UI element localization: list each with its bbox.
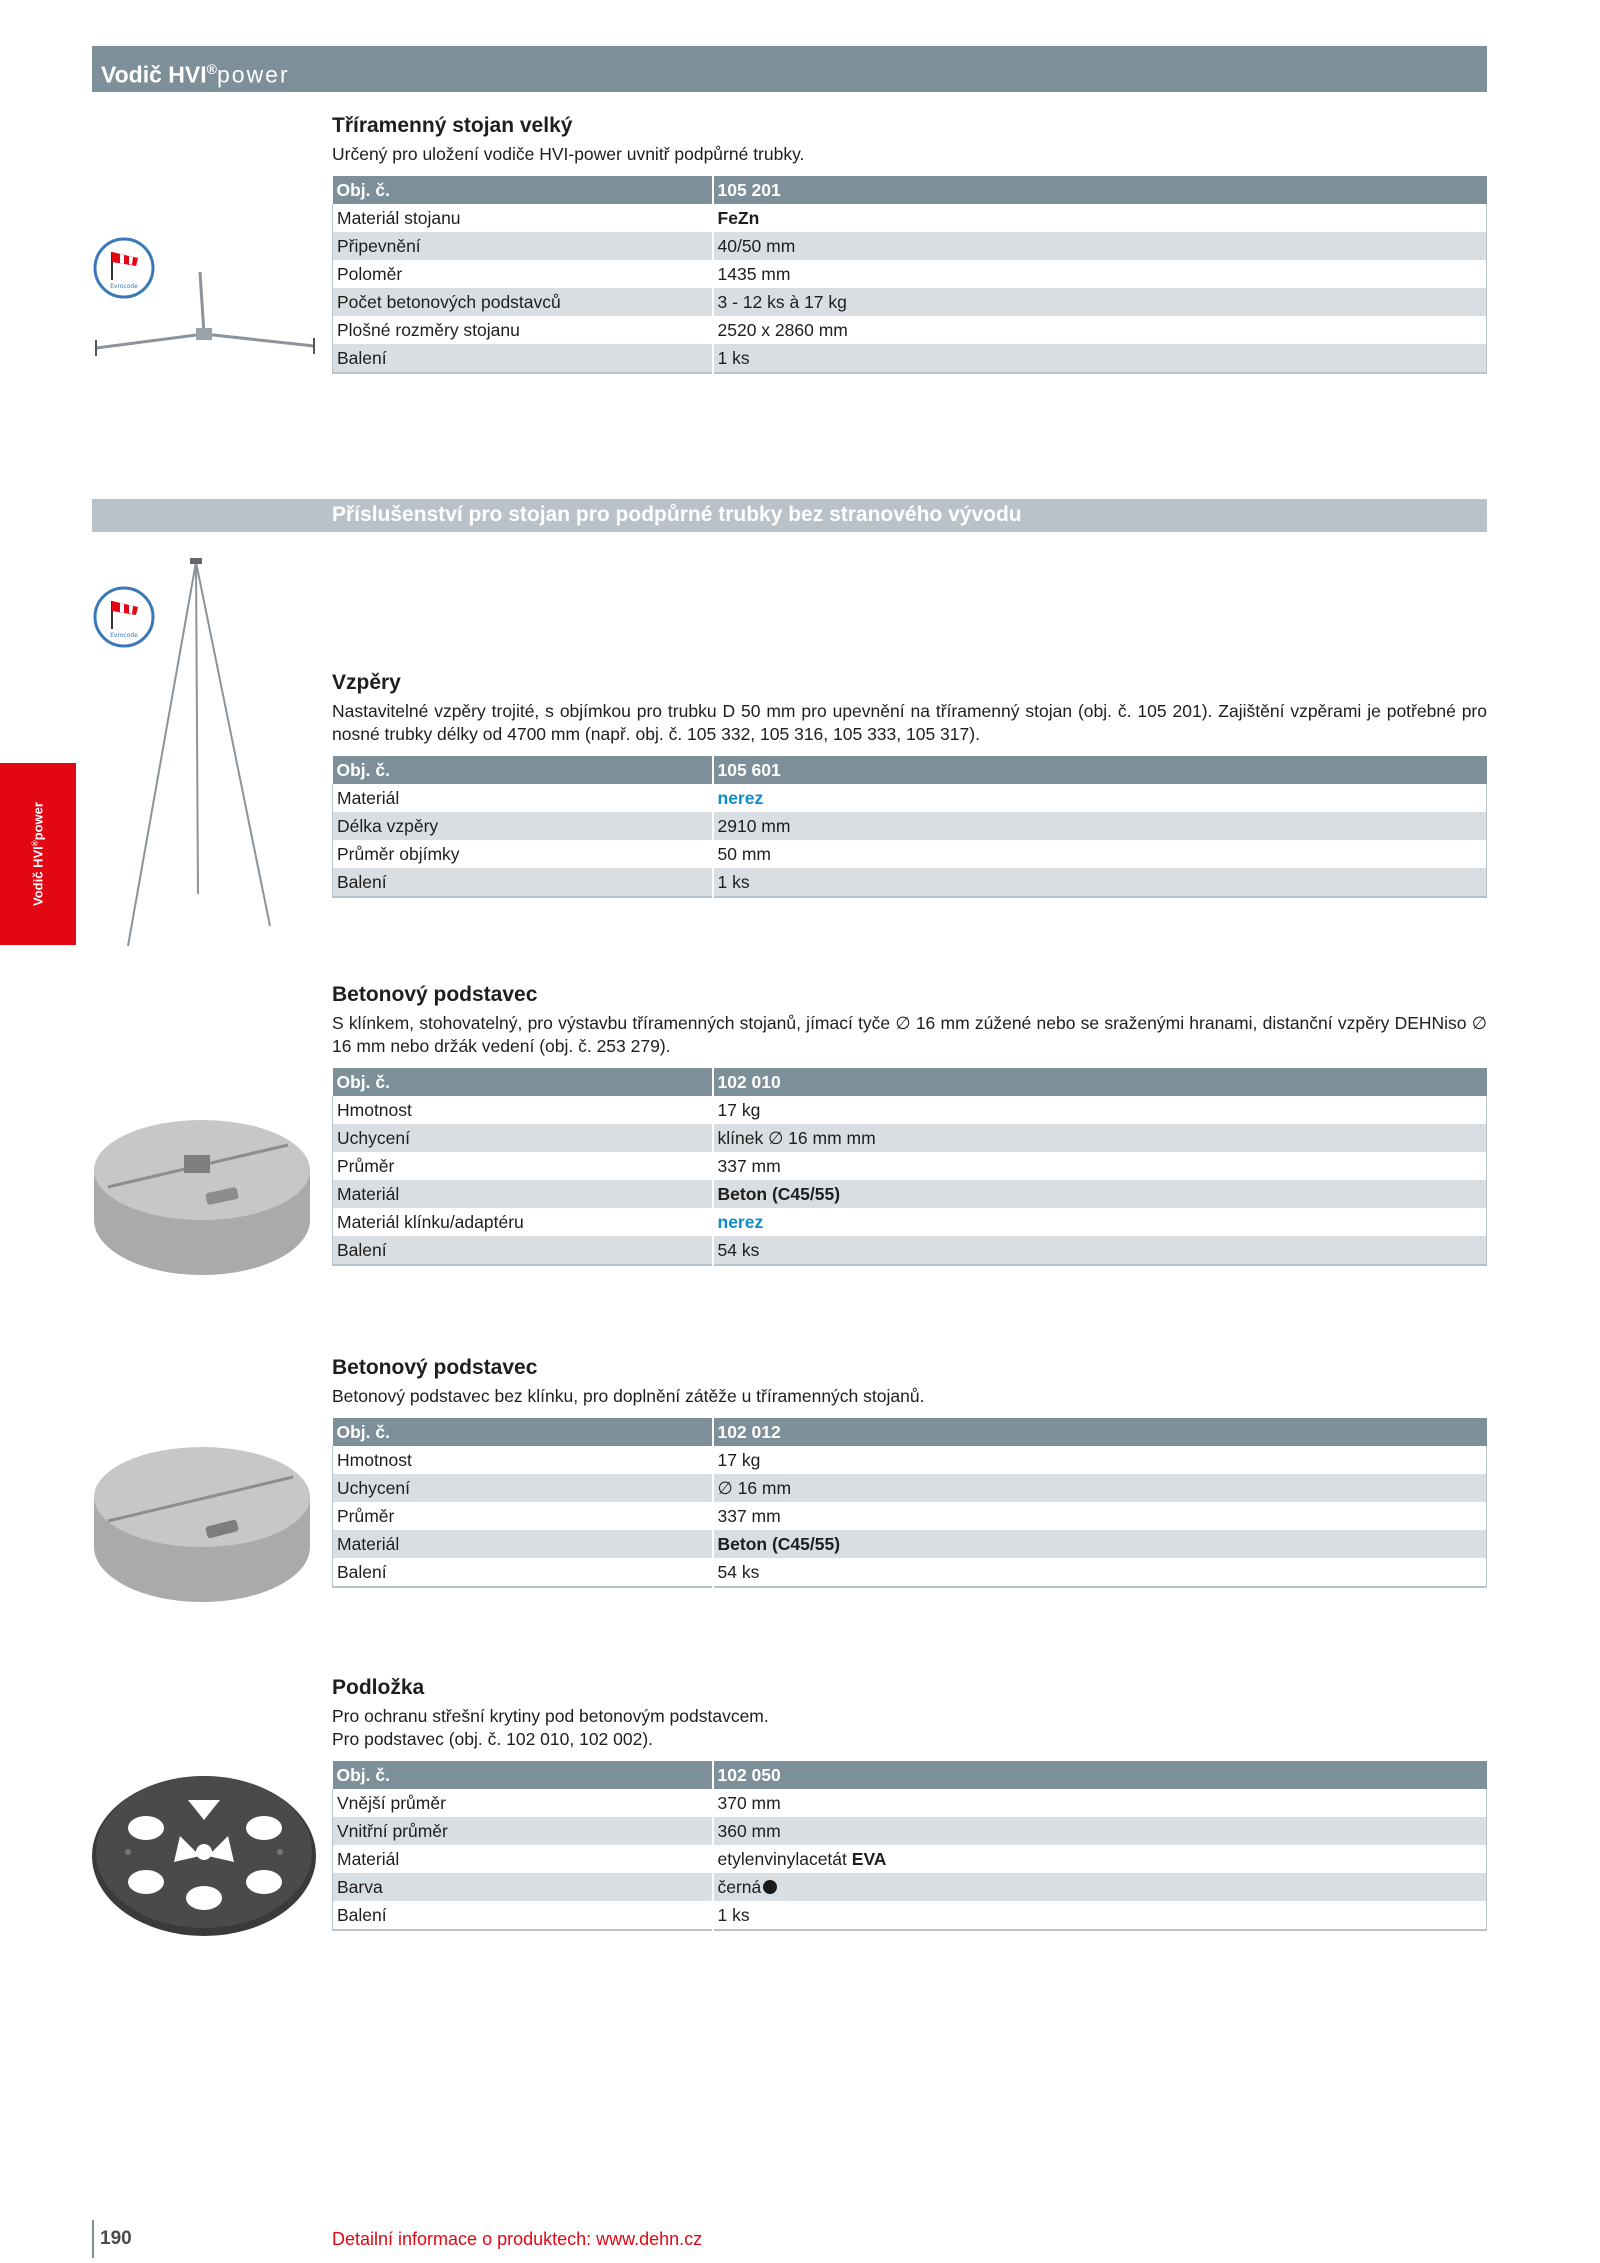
spec-table — [332, 1761, 1487, 1931]
header-title: Vodič HVI — [101, 61, 207, 88]
spec-row: Balení 1 ks — [333, 868, 1487, 897]
spec-row: Hmotnost 17 kg — [333, 1096, 1487, 1124]
spec-header-row: Obj. č. 102 012 — [333, 1418, 1487, 1446]
product-description: Betonový podstavec bez klínku, pro doplnění zátěže u tříramenných stojanů. — [332, 1386, 925, 1406]
spec-row: Vnější průměr 370 mm — [333, 1789, 1487, 1817]
tripod-stand-image — [92, 268, 320, 368]
spec-row: Materiál Beton (C45/55) — [333, 1530, 1487, 1558]
braces-image — [120, 556, 280, 951]
spec-row: Počet betonových podstavců 3 - 12 ks à 17 kg — [333, 288, 1487, 316]
spec-header-row: Obj. č. 102 050 — [333, 1761, 1487, 1789]
header-registered: ® — [206, 61, 217, 77]
product-concrete-base-plain — [332, 1355, 1487, 1588]
spec-table — [332, 176, 1487, 374]
side-chapter-tab — [0, 763, 76, 945]
spec-row: Hmotnost 17 kg — [333, 1446, 1487, 1474]
spec-row: Barva černá — [333, 1873, 1487, 1901]
spec-table — [332, 1068, 1487, 1266]
spec-table — [332, 756, 1487, 898]
page-number: 190 — [100, 2228, 132, 2249]
spec-row: Vnitřní průměr 360 mm — [333, 1817, 1487, 1845]
spec-row: Materiál klínku/adaptéru nerez — [333, 1208, 1487, 1236]
product-title: Tříramenný stojan velký — [332, 114, 573, 137]
product-title: Vzpěry — [332, 671, 401, 694]
spec-row: Plošné rozměry stojanu 2520 x 2860 mm — [333, 316, 1487, 344]
svg-text:Evrocode: Evrocode — [110, 283, 138, 290]
spec-row: Materiál stojanu FeZn — [333, 204, 1487, 232]
spec-row: Balení 1 ks — [333, 344, 1487, 373]
page-header — [92, 46, 1487, 92]
product-title: Podložka — [332, 1676, 425, 1699]
spec-header-row: Obj. č. 105 201 — [333, 176, 1487, 204]
product-description-line2: Pro podstavec (obj. č. 102 010, 102 002). — [332, 1729, 654, 1749]
spec-row: Průměr objímky 50 mm — [333, 840, 1487, 868]
product-pad — [332, 1675, 1487, 1931]
footer-divider — [92, 2220, 94, 2258]
section-header — [92, 499, 1487, 532]
concrete-base-plain-image — [88, 1435, 318, 1610]
product-title: Betonový podstavec — [332, 983, 538, 1006]
spec-row: Materiál etylenvinylacetát EVA — [333, 1845, 1487, 1873]
black-color-swatch-icon — [763, 1880, 777, 1894]
spec-row: Uchycení ∅ 16 mm — [333, 1474, 1487, 1502]
spec-row: Materiál nerez — [333, 784, 1487, 812]
header-subtitle: power — [216, 61, 290, 88]
spec-row: Délka vzpěry 2910 mm — [333, 812, 1487, 840]
spec-row: Připevnění 40/50 mm — [333, 232, 1487, 260]
spec-row: Balení 54 ks — [333, 1236, 1487, 1265]
product-title: Betonový podstavec — [332, 1356, 538, 1379]
product-concrete-base — [332, 982, 1487, 1266]
section-title: Příslušenství pro stojan pro podpůrné trubky bez stranového vývodu — [332, 503, 1022, 526]
spec-header-row: Obj. č. 105 601 — [333, 756, 1487, 784]
spec-table — [332, 1418, 1487, 1588]
concrete-base-image — [88, 1105, 318, 1280]
spec-row: Balení 54 ks — [333, 1558, 1487, 1587]
product-description-line1: Pro ochranu střešní krytiny pod betonovým podstavcem. — [332, 1706, 769, 1726]
spec-row: Průměr 337 mm — [333, 1152, 1487, 1180]
product-description: Určený pro uložení vodiče HVI-power uvnitř podpůrné trubky. — [332, 144, 805, 164]
product-description: S klínkem, stohovatelný, pro výstavbu tříramenných stojanů, jímací tyče ∅ 16 mm zúžené nebo se sraženými hranami, distanční vzpěry DEHNiso ∅ 16 mm nebo držák vedení (obj. č. 253 279). — [332, 1013, 1487, 1056]
side-tab-label: Vodič HVI®power — [30, 802, 46, 906]
product-braces — [332, 670, 1487, 898]
product-description: Nastavitelné vzpěry trojité, s objímkou pro trubku D 50 mm pro upevnění na tříramenný stojan (obj. č. 105 201). Zajištění vzpěrami je potřebné pro nosné trubky délky od 4700 mm (např. obj. č. 105 332, 105 316, 105 333, 105 317). — [332, 701, 1487, 744]
spec-row: Balení 1 ks — [333, 1901, 1487, 1930]
spec-row: Materiál Beton (C45/55) — [333, 1180, 1487, 1208]
spec-row: Průměr 337 mm — [333, 1502, 1487, 1530]
svg-text:Evrocode: Evrocode — [110, 632, 138, 639]
spec-row: Uchycení klínek ∅ 16 mm mm — [333, 1124, 1487, 1152]
footer-link[interactable]: Detailní informace o produktech: www.dehn.cz — [332, 2229, 703, 2249]
product-tripod-stand — [332, 113, 1487, 374]
pad-image — [88, 1770, 320, 1940]
spec-row: Poloměr 1435 mm — [333, 260, 1487, 288]
spec-header-row: Obj. č. 102 010 — [333, 1068, 1487, 1096]
